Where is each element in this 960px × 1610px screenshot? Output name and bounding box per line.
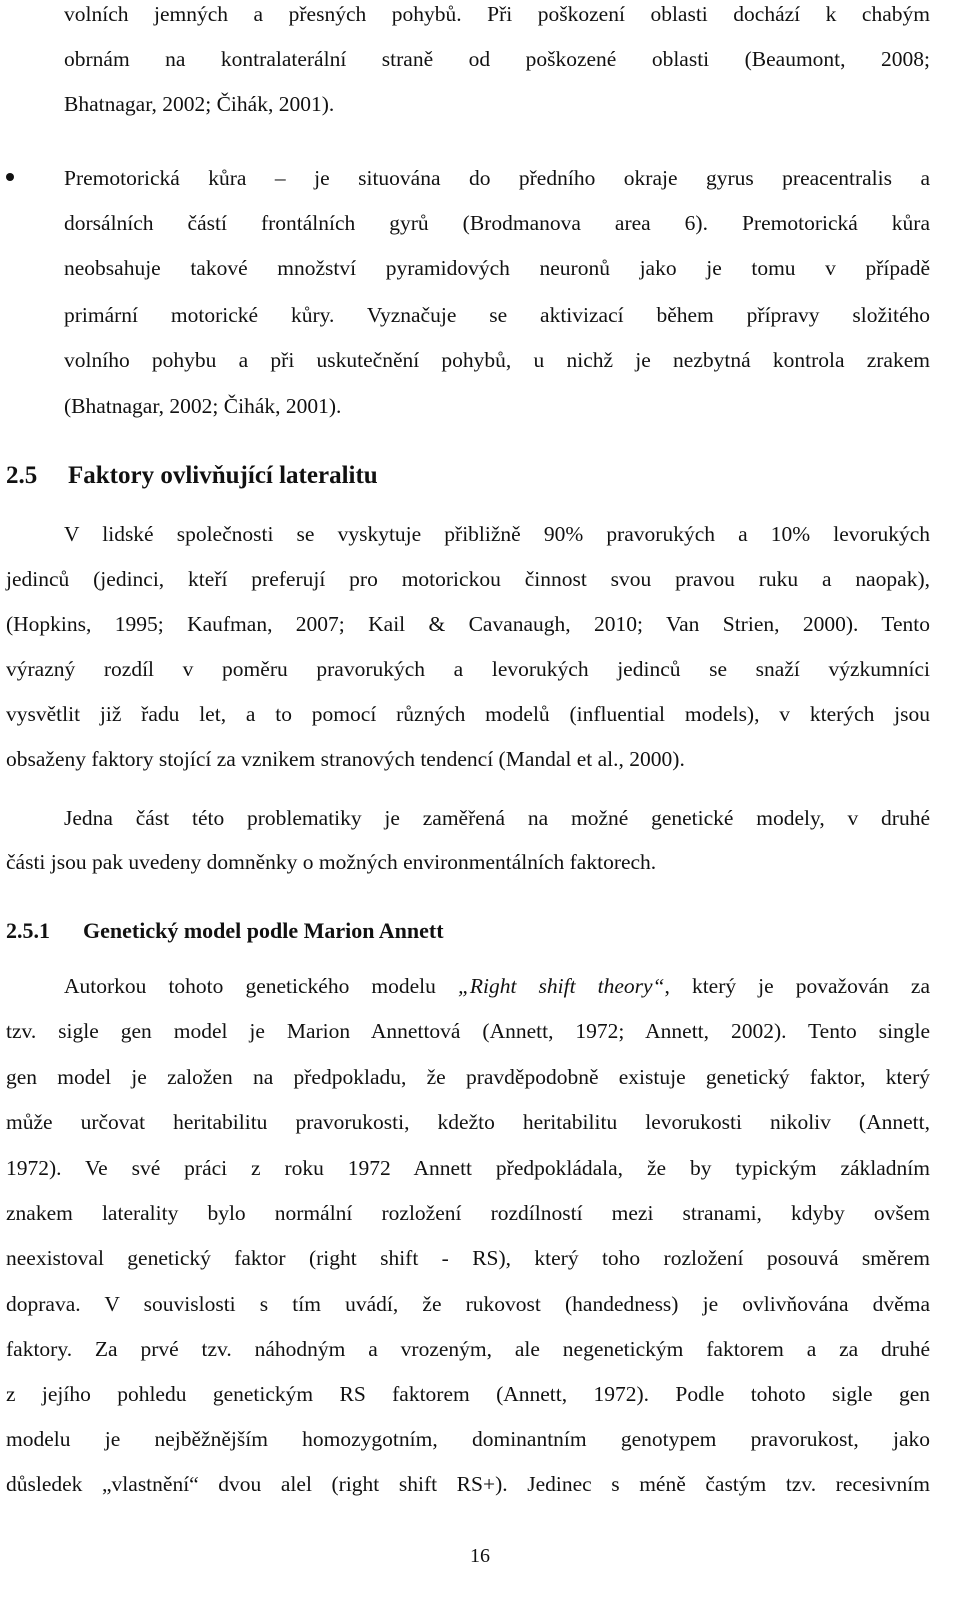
subsection-line-3: gen model je založen na předpokladu, že pravděpodobně existuje genetický faktor, který — [6, 1065, 930, 1089]
bullet-line-3: neobsahuje takové množství pyramidových neuronů jako je tomu v případě — [64, 256, 930, 280]
bullet-line-6: (Bhatnagar, 2002; Čihák, 2001). — [64, 394, 342, 418]
section-p1-line-6: obsaženy faktory stojící za vznikem stranových tendencí (Mandal et al., 2000). — [6, 747, 685, 771]
subsection-line-6: znakem laterality bylo normální rozložení rozdílností mezi stranami, kdyby ovšem — [6, 1201, 930, 1225]
subsection-line-1-end: , který je považován za — [664, 974, 931, 998]
bullet-line-2: dorsálních částí frontálních gyrů (Brodmanova area 6). Premotorická kůra — [64, 211, 930, 235]
section-p1-line-2: jedinců (jedinci, kteří preferují pro motorickou činnost svou pravou ruku a naopak), — [6, 567, 930, 591]
subsection-title: Genetický model podle Marion Annett — [83, 918, 444, 943]
subsection-line-4: může určovat heritabilitu pravorukosti, kdežto heritabilitu levorukosti nikoliv (Annett, — [6, 1110, 930, 1134]
bullet-line-1: Premotorická kůra – je situována do předního okraje gyrus preacentralis a — [64, 166, 930, 190]
subsection-heading — [6, 918, 444, 944]
bullet-line-4: primární motorické kůry. Vyznačuje se aktivizací během přípravy složitého — [64, 303, 930, 327]
intro-line-2: obrnám na kontralaterální straně od poškozené oblasti (Beaumont, 2008; — [64, 47, 930, 71]
subsection-line-5: 1972). Ve své práci z roku 1972 Annett předpokládala, že by typickým základním — [6, 1156, 930, 1180]
subsection-number: 2.5.1 — [6, 918, 50, 943]
intro-line-3: Bhatnagar, 2002; Čihák, 2001). — [64, 92, 335, 116]
section-p2-line-1: Jedna část této problematiky je zaměřená na možné genetické modely, v druhé — [64, 806, 930, 830]
section-heading — [6, 462, 378, 490]
subsection-line-1-start: Autorkou tohoto genetického modelu — [64, 974, 458, 998]
section-p1-line-1: V lidské společnosti se vyskytuje přibližně 90% pravorukých a 10% levorukých — [64, 522, 930, 546]
list-bullet — [6, 173, 14, 181]
section-title: Faktory ovlivňující lateralitu — [68, 462, 378, 489]
subsection-line-8: doprava. V souvislosti s tím uvádí, že rukovost (handedness) je ovlivňována dvěma — [6, 1292, 930, 1316]
section-p2-line-2: části jsou pak uvedeny domněnky o možných environmentálních faktorech. — [6, 850, 657, 874]
subsection-line-9: faktory. Za prvé tzv. náhodným a vrozeným, ale negenetickým faktorem a za druhé — [6, 1337, 930, 1361]
subsection-line-12: důsledek „vlastnění“ dvou alel (right shift RS+). Jedinec s méně častým tzv. recesivním — [6, 1472, 930, 1496]
subsection-line-11: modelu je nejběžnějším homozygotním, dominantním genotypem pravorukost, jako — [6, 1427, 930, 1451]
theory-name: „Right shift theory“ — [457, 974, 665, 998]
subsection-line-1 — [64, 976, 930, 998]
section-p1-line-3: (Hopkins, 1995; Kaufman, 2007; Kail & Cavanaugh, 2010; Van Strien, 2000). Tento — [6, 612, 930, 636]
subsection-line-2: tzv. sigle gen model je Marion Annettová (Annett, 1972; Annett, 2002). Tento single — [6, 1019, 930, 1043]
section-p1-line-5: vysvětlit již řadu let, a to pomocí různých modelů (influential models), v kterých jsou — [6, 702, 930, 726]
subsection-line-10: z jejího pohledu genetickým RS faktorem (Annett, 1972). Podle tohoto sigle gen — [6, 1382, 930, 1406]
subsection-line-7: neexistoval genetický faktor (right shift - RS), který toho rozložení posouvá směrem — [6, 1246, 930, 1270]
intro-line-1: volních jemných a přesných pohybů. Při poškození oblasti dochází k chabým — [64, 2, 930, 26]
section-number: 2.5 — [6, 462, 38, 489]
section-p1-line-4: výrazný rozdíl v poměru pravorukých a levorukých jedinců se snaží výzkumníci — [6, 657, 930, 681]
bullet-line-5: volního pohybu a při uskutečnění pohybů, u nichž je nezbytná kontrola zrakem — [64, 348, 930, 372]
page-number: 16 — [470, 1545, 490, 1567]
